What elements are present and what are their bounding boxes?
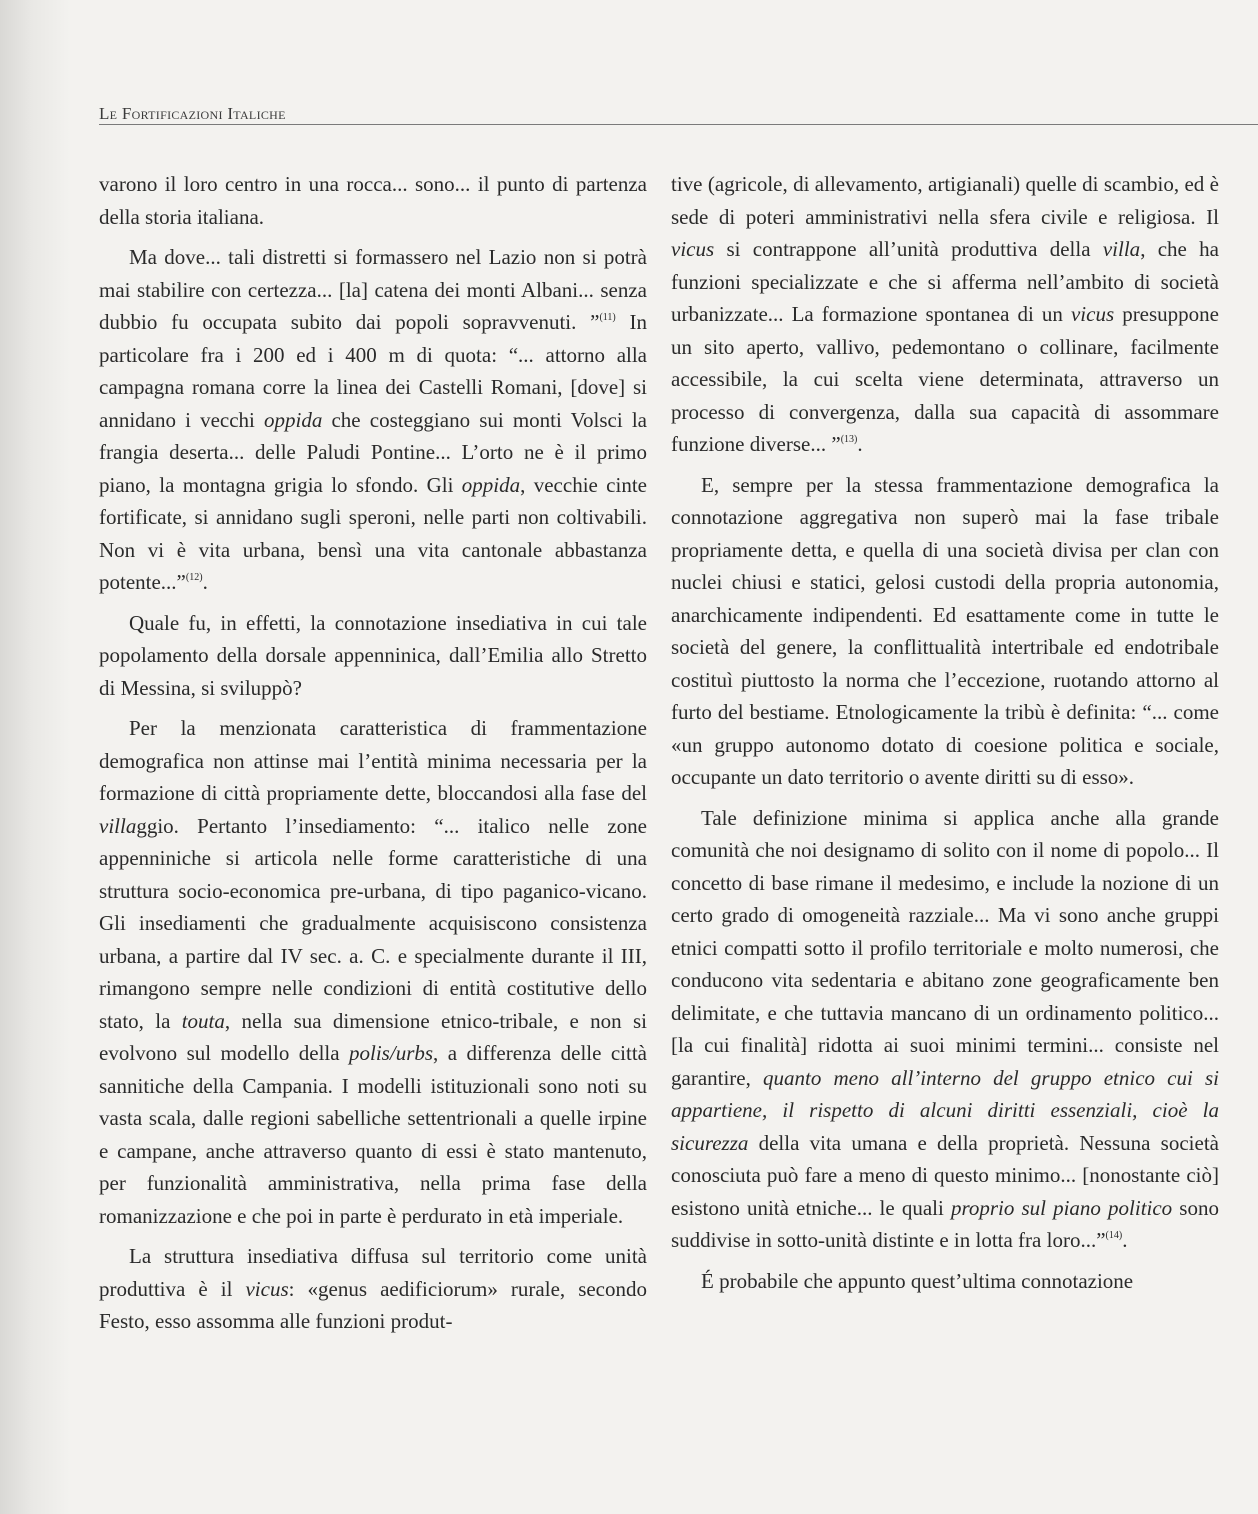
running-header xyxy=(99,104,286,124)
paragraph: Ma dove... tali distretti si formassero nel Lazio non si potrà mai stabilire con certezza... [la] catena dei monti Albani... senza dubbio fu occupata subito dai popoli sopravvenuti. ”$^{(11)}$ In particolare fra i 200 ed i 400 m di quota: “... attorno alla campagna romana corre la linea dei Castelli Romani, [dove] si annidano i vecchi oppida che costeggiano sui monti Volsci la frangia deserta... delle Paludi Pontine... L’orto ne è il primo piano, la montagna grigia lo sfondo. Gli oppida, vecchie cinte fortificate, si annidano sugli speroni, nelle parti non coltivabili. Non vi è vita urbana, bensì una vita cantonale abbastanza potente...”$^{(12)}$. xyxy=(99,245,648,594)
paragraph: Per la menzionata caratteristica di frammentazione demografica non attinse mai l’entità minima necessaria per la formazione di città propriamente dette, bloccandosi alla fase del villaggio. Pertanto l’insediamento: “... italico nelle zone appenniniche si articola nelle forme caratteristiche di una struttura socio-economica pre-urbana, di tipo paganico-vicano. Gli insediamenti che gradualmente acquisiscono consistenza urbana, a partire dal IV sec. a. C. e specialmente durante il III, rimangono sempre nelle condizioni di entità costitutive dello stato, la touta, nella sua dimensione etnico-tribale, e non si evolvono sul modello della polis/urbs, a differenza delle città sannitiche della Campania. I modelli istituzionali sono noti su vasta scala, dalle regioni sabelliche settentrionali a quelle irpine e campane, anche attraverso quanto di essi è stato mantenuto, per funzionalità amministrativa, nella prima fase della romanizzazione e che poi in parte è perdurato in età imperiale. xyxy=(99,716,648,1228)
left-column xyxy=(99,168,647,1338)
paragraph: É probabile che appunto quest’ultima connotazione xyxy=(701,1268,1134,1293)
running-title: Le Fortificazioni Italiche xyxy=(99,104,286,123)
paragraph: varono il loro centro in una rocca... sono... il punto di partenza della storia italiana. xyxy=(99,172,647,229)
paragraph: Tale definizione minima si applica anche alla grande comunità che noi designamo di solito con il nome di popolo... Il concetto di base rimane il medesimo, e include la nozione di un certo grado di omogeneità razziale... Ma vi sono anche gruppi etnici compatti sotto il profilo territoriale e molto numerosi, che conducono vita sedentaria e abitano zone geograficamente ben delimitate, e che tuttavia mancano di un ordinamento politico... [la cui finalità] ridotta ai suoi minimi termini... consiste nel garantire, quanto meno all’interno del gruppo etnico cui si appartiene, il rispetto di alcuni diritti essenziali, cioè la sicurezza della vita umana e della proprietà. Nessuna società conosciuta può fare a meno di questo minimo... [nonostante ciò] esistono unità etniche... le quali proprio sul piano politico sono suddivise in sotto-unità distinte e in lotta fra loro...”$^{(14)}$. xyxy=(671,805,1219,1252)
paragraph: Quale fu, in effetti, la connotazione insediativa in cui tale popolamento della dorsale appenninica, dall’Emilia allo Stretto di Messina, si sviluppò? xyxy=(99,610,647,700)
paragraph: tive (agricole, di allevamento, artigianali) quelle di scambio, ed è sede di poteri amministrativi nella sfera civile e religiosa. Il vicus si contrappone all’unità produttiva della villa, che ha funzioni specializzate e che si afferma nell’ambito di società urbanizzate... La formazione spontanea di un vicus presuppone un sito aperto, vallivo, pedemontano o collinare, facilmente accessibile, la cui scelta viene determinata, attraverso un processo di convergenza, dalla sua capacità di assommare funzione diverse... ”$^{(13)}$. xyxy=(671,172,1219,456)
binding-gutter-shadow xyxy=(0,0,70,1514)
paragraph: La struttura insediativa diffusa sul territorio come unità produttiva è il vicus: «genus aedificiorum» rurale, secondo Festo, esso assomma alle funzioni produt- xyxy=(99,1244,648,1333)
right-column xyxy=(671,168,1219,1297)
header-rule xyxy=(99,124,1258,125)
paragraph: E, sempre per la stessa frammentazione demografica la connotazione aggregativa non superò mai la fase tribale propriamente detta, e quella di una società divisa per clan con nuclei chiusi e statici, gelosi custodi della propria autonomia, anarchicamente indipendenti. Ed esattamente come in tutte le società del genere, la conflittualità intertribale ed endotribale costituì piuttosto la norma che l’eccezione, ruotando attorno al furto del bestiame. Etnologicamente la tribù è definita: “... come «un gruppo autonomo dotato di coesione politica e sociale, occupante un dato territorio o avente diritti su di esso». xyxy=(671,472,1219,789)
